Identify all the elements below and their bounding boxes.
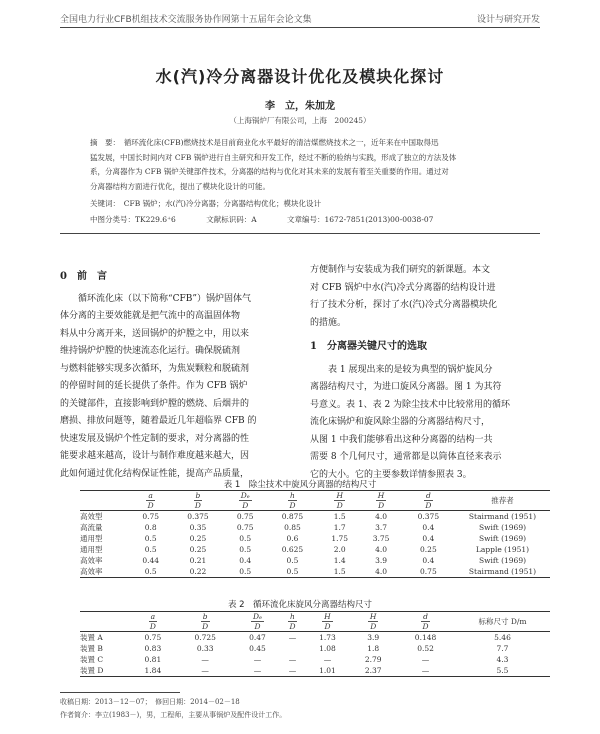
row-name-cell: 装置 C bbox=[80, 655, 104, 664]
value-cell: 0.75 bbox=[236, 512, 254, 521]
header-cell-nominal-size: 标称尺寸 D/m bbox=[478, 617, 527, 626]
body-line: 流化床锅炉和旋风除尘器的分离器结构尺寸， bbox=[310, 417, 491, 427]
body-line: 它的大小。它的主要参数详情参照表 3。 bbox=[310, 469, 472, 480]
body-line: 快速发展及锅炉个性定制的要求，对分离器的性 bbox=[60, 433, 250, 444]
value-cell: 0.375 bbox=[187, 512, 209, 521]
value-cell: 0.4 bbox=[422, 534, 435, 543]
authors: 李 立，朱加龙 bbox=[265, 101, 335, 112]
value-cell: 0.52 bbox=[417, 644, 434, 653]
header-rule bbox=[60, 27, 540, 28]
paper-title: 水(汽)冷分离器设计优化及模块化探讨 bbox=[155, 67, 445, 86]
header-cell: $\frac{\text{Dₑ}}{D}$ bbox=[240, 491, 250, 510]
table-row bbox=[80, 511, 550, 523]
abstract-line: 分离器结构方面进行优化，提出了模块化设计的可能。 bbox=[90, 181, 270, 191]
ref-cell: 4.3 bbox=[496, 655, 509, 664]
table1-caption: 表 1 除尘技术中旋风分离器的结构尺寸 bbox=[223, 480, 377, 490]
value-cell: 1.4 bbox=[333, 556, 346, 565]
header-cell-recommender: 推荐者 bbox=[491, 496, 514, 505]
value-cell: 0.75 bbox=[144, 633, 162, 642]
value-cell: 0.4 bbox=[422, 523, 435, 532]
body-line: 需要 8 个几何尺寸，通常都是以筒体直径来表示 bbox=[310, 452, 502, 462]
left-column bbox=[60, 268, 292, 483]
section-heading-intro: 0 前 言 bbox=[60, 271, 107, 282]
value-cell: 0.44 bbox=[142, 556, 160, 565]
table2 bbox=[80, 611, 550, 677]
value-cell: 2.37 bbox=[364, 666, 382, 675]
table2-body bbox=[80, 632, 550, 677]
ref-cell: Swift (1969) bbox=[478, 534, 527, 543]
header-cell: $\frac{d}{D}$ bbox=[422, 612, 429, 631]
abstract-line: 猛发展，中国长时间内对 CFB 锅炉进行自主研究和开发工作，经过不断的验纳与实践，形成了独立的方法及体 bbox=[90, 152, 457, 162]
value-cell bbox=[280, 643, 304, 654]
article-number: 文章编号：1672-7851(2013)00-0038-07 bbox=[287, 215, 434, 224]
value-cell: — bbox=[288, 666, 297, 675]
row-name-cell: 高效率 bbox=[80, 556, 103, 565]
header-cell bbox=[80, 612, 130, 632]
value-cell: 0.47 bbox=[249, 633, 266, 642]
abstract-line: 系，分离器作为 CFB 锅炉关键部件技术，分离器的结构与优化对其未来的发展有着至关重要的作用。通过对 bbox=[90, 167, 449, 176]
value-cell: 1.7 bbox=[333, 523, 346, 532]
body-line: 与燃料能够实现多次循环，为焦炭颗粒和脱硫剂 bbox=[60, 363, 250, 374]
ref-cell: Swift (1969) bbox=[478, 556, 527, 565]
table1-body bbox=[80, 511, 550, 578]
table-row bbox=[80, 643, 550, 654]
table-row bbox=[80, 654, 550, 665]
row-name-cell: 高流量 bbox=[80, 523, 103, 532]
author-bio: 作者简介：李立(1983－)，男，工程师，主要从事锅炉及配件设计工作。 bbox=[60, 711, 287, 719]
value-cell: 1.08 bbox=[319, 644, 336, 653]
received-date: 收稿日期：2013－12－07； 修回日期：2014－02－18 bbox=[60, 698, 240, 706]
affiliation: （上海锅炉厂有限公司，上海 200245） bbox=[229, 116, 371, 125]
value-cell: 4.0 bbox=[375, 545, 388, 554]
value-cell: 0.21 bbox=[189, 556, 207, 565]
table1 bbox=[80, 490, 550, 578]
value-cell: 0.83 bbox=[144, 644, 162, 653]
value-cell: 0.5 bbox=[239, 534, 252, 543]
body-line: 体分离的主要效能就是把气流中的高温固体物 bbox=[60, 311, 241, 321]
value-cell: — bbox=[253, 666, 262, 675]
value-cell: 3.75 bbox=[372, 534, 390, 543]
ref-cell: 5.46 bbox=[494, 633, 511, 642]
value-cell: — bbox=[323, 655, 332, 664]
header-cell: $\frac{\text{Dₑ}}{D}$ bbox=[253, 612, 262, 631]
ref-cell: 5.5 bbox=[496, 666, 509, 675]
table-row bbox=[80, 566, 550, 578]
header-cell: $\frac{h}{D}$ bbox=[289, 491, 296, 510]
header-cell: $\frac{d}{D}$ bbox=[425, 491, 432, 510]
body-line: 表 1 展现出来的是较为典型的锅炉旋风分 bbox=[328, 364, 493, 375]
footnote-rule bbox=[60, 692, 180, 693]
value-cell: 0.33 bbox=[196, 644, 214, 653]
value-cell: — bbox=[288, 633, 297, 642]
value-cell: 2.79 bbox=[364, 655, 382, 664]
ref-cell: 7.7 bbox=[496, 644, 509, 653]
body-line: 对 CFB 锅炉中水(汽)冷式分离器的结构设计进 bbox=[310, 282, 496, 293]
value-cell: 0.75 bbox=[420, 567, 437, 576]
value-cell: 4.0 bbox=[375, 567, 388, 576]
value-cell: 0.5 bbox=[144, 534, 157, 543]
value-cell: 0.4 bbox=[422, 556, 435, 565]
value-cell: — bbox=[421, 655, 430, 664]
row-name-cell: 装置 A bbox=[80, 633, 103, 642]
value-cell: 3.7 bbox=[375, 523, 388, 532]
value-cell: 0.81 bbox=[144, 655, 162, 664]
right-column bbox=[310, 262, 542, 484]
value-cell: — bbox=[288, 655, 297, 664]
row-name-cell: 装置 D bbox=[80, 666, 104, 675]
body-line: 号意义。表 1、表 2 为除尘技术中比较常用的循环 bbox=[310, 399, 511, 410]
body-line: 行了技术分析，探讨了水(汽)冷式分离器模块化 bbox=[310, 300, 498, 310]
header-cell: $\frac{b}{D}$ bbox=[202, 612, 209, 631]
body-line: 的关键部件，直接影响到炉膛的燃烧、后烟井的 bbox=[60, 398, 250, 409]
running-header-right: 设计与研究开发 bbox=[476, 15, 540, 25]
body-line: 料从中分离开来，送回锅炉的炉膛之中，用以来 bbox=[60, 328, 250, 339]
body-line: 此如何通过优化结构保证性能，提高产品质量， bbox=[60, 468, 250, 479]
value-cell: 1.84 bbox=[144, 666, 162, 675]
value-cell: 1.5 bbox=[333, 512, 346, 521]
section-heading-1: 1 分离器关键尺寸的选取 bbox=[310, 341, 427, 352]
value-cell: 0.25 bbox=[189, 545, 207, 554]
value-cell: 1.73 bbox=[319, 633, 336, 642]
value-cell: 0.4 bbox=[239, 556, 252, 565]
ref-cell: Stairmand (1951) bbox=[468, 512, 537, 521]
value-cell: 1.01 bbox=[319, 666, 336, 675]
body-line: 能要求越来越高，设计与制作难度越来越大，因 bbox=[60, 451, 250, 461]
table-header-row bbox=[80, 491, 550, 511]
table-row bbox=[80, 632, 550, 644]
header-cell: $\frac{H}{D}$ bbox=[324, 612, 331, 631]
doc-code: 文献标识码：A bbox=[206, 215, 257, 224]
running-header-left: 全国电力行业CFB机组技术交流服务协作网第十五届年会论文集 bbox=[60, 15, 312, 25]
row-name-cell: 通用型 bbox=[80, 545, 103, 554]
header-cell: $\frac{a}{D}$ bbox=[149, 612, 156, 631]
value-cell: 0.45 bbox=[249, 644, 266, 653]
value-cell: 0.5 bbox=[144, 545, 157, 554]
value-cell: 0.875 bbox=[281, 512, 304, 521]
value-cell: 3.9 bbox=[375, 556, 388, 565]
body-line: 从图 1 中我们能够看出这种分离器的结构一共 bbox=[310, 434, 493, 445]
abstract-line: 摘 要： 循环流化床(CFB)燃烧技术是目前商业化水平最好的清洁煤燃烧技术之一，近年来在中国取得迅 bbox=[90, 138, 439, 147]
value-cell: 0.5 bbox=[239, 545, 252, 554]
value-cell: 1.5 bbox=[333, 567, 346, 576]
value-cell: 0.5 bbox=[286, 556, 299, 565]
value-cell: 0.625 bbox=[281, 545, 304, 554]
body-line: 的停留时间的延长提供了条件。作为 CFB 锅炉 bbox=[60, 381, 248, 391]
body-line: 维持锅炉炉膛的快速流态化运行。确保脱硫剂 bbox=[60, 346, 241, 356]
header-cell: $\frac{a}{D}$ bbox=[147, 491, 154, 510]
ref-cell: Stairmand (1951) bbox=[468, 567, 537, 576]
row-name-cell: 装置 B bbox=[80, 644, 103, 653]
body-line: 方便制作与安装成为我们研究的新课题。本文 bbox=[310, 265, 491, 275]
value-cell: 0.5 bbox=[144, 567, 157, 576]
value-cell: 0.85 bbox=[284, 523, 301, 532]
ref-cell: Lapple (1951) bbox=[475, 545, 530, 554]
value-cell: — bbox=[421, 666, 430, 675]
value-cell: 1.75 bbox=[331, 534, 349, 543]
table-row bbox=[80, 544, 550, 555]
value-cell: 1.8 bbox=[367, 644, 380, 653]
row-name-cell: 高效率 bbox=[80, 567, 103, 576]
value-cell: 2.0 bbox=[333, 545, 346, 554]
value-cell: 0.25 bbox=[189, 534, 207, 543]
body-line: 离器结构尺寸，为进口旋风分离器。图 1 为其符 bbox=[310, 382, 502, 392]
value-cell: 0.75 bbox=[236, 523, 254, 532]
table-row bbox=[80, 522, 550, 533]
row-name-cell: 通用型 bbox=[80, 534, 103, 543]
keywords: 关键词： CFB 锅炉；水(汽)冷分离器；分离器结构优化；模块化设计 bbox=[90, 199, 321, 208]
value-cell: 0.725 bbox=[194, 633, 216, 642]
header-cell: $\frac{h}{D}$ bbox=[289, 612, 296, 631]
value-cell: 4.0 bbox=[375, 512, 388, 521]
value-cell: 0.35 bbox=[189, 523, 207, 532]
value-cell: 0.5 bbox=[286, 567, 299, 576]
body-line: 的措施。 bbox=[310, 317, 347, 328]
body-line: 磨损、排放问题等，随着最近几年超临界 CFB 的 bbox=[60, 416, 257, 426]
abstract bbox=[90, 136, 520, 194]
value-cell: 3.9 bbox=[367, 633, 380, 642]
table-row bbox=[80, 665, 550, 677]
value-cell: — bbox=[201, 655, 209, 664]
body-line: 循环流化床（以下简称“CFB”）锅炉固体气 bbox=[78, 293, 251, 304]
clc-number: 中图分类号：TK229.6⁺6 bbox=[90, 215, 176, 224]
table-header-row bbox=[80, 612, 550, 632]
classification bbox=[90, 214, 461, 225]
abstract-rule bbox=[60, 233, 540, 234]
header-cell: $\frac{H}{D}$ bbox=[336, 491, 343, 510]
value-cell: 0.148 bbox=[414, 633, 437, 642]
header-cell: $\frac{H}{D}$ bbox=[369, 612, 377, 631]
table-row bbox=[80, 555, 550, 566]
value-cell: 0.25 bbox=[420, 545, 437, 554]
header-cell bbox=[80, 491, 130, 511]
value-cell: 0.22 bbox=[189, 567, 207, 576]
row-name-cell: 高效型 bbox=[80, 512, 103, 521]
value-cell: 0.5 bbox=[239, 567, 252, 576]
table-row bbox=[80, 533, 550, 544]
value-cell: 0.375 bbox=[417, 512, 440, 521]
value-cell: 0.8 bbox=[144, 523, 157, 532]
header-cell: $\frac{b}{D}$ bbox=[194, 491, 201, 510]
value-cell: 0.6 bbox=[286, 534, 299, 543]
value-cell: — bbox=[201, 666, 209, 675]
ref-cell: Swift (1969) bbox=[478, 523, 527, 532]
value-cell: — bbox=[253, 655, 262, 664]
table2-caption: 表 2 循环流化床旋风分离器结构尺寸 bbox=[227, 600, 373, 610]
header-cell: $\frac{H}{D}$ bbox=[377, 491, 385, 510]
value-cell: 0.75 bbox=[142, 512, 160, 521]
